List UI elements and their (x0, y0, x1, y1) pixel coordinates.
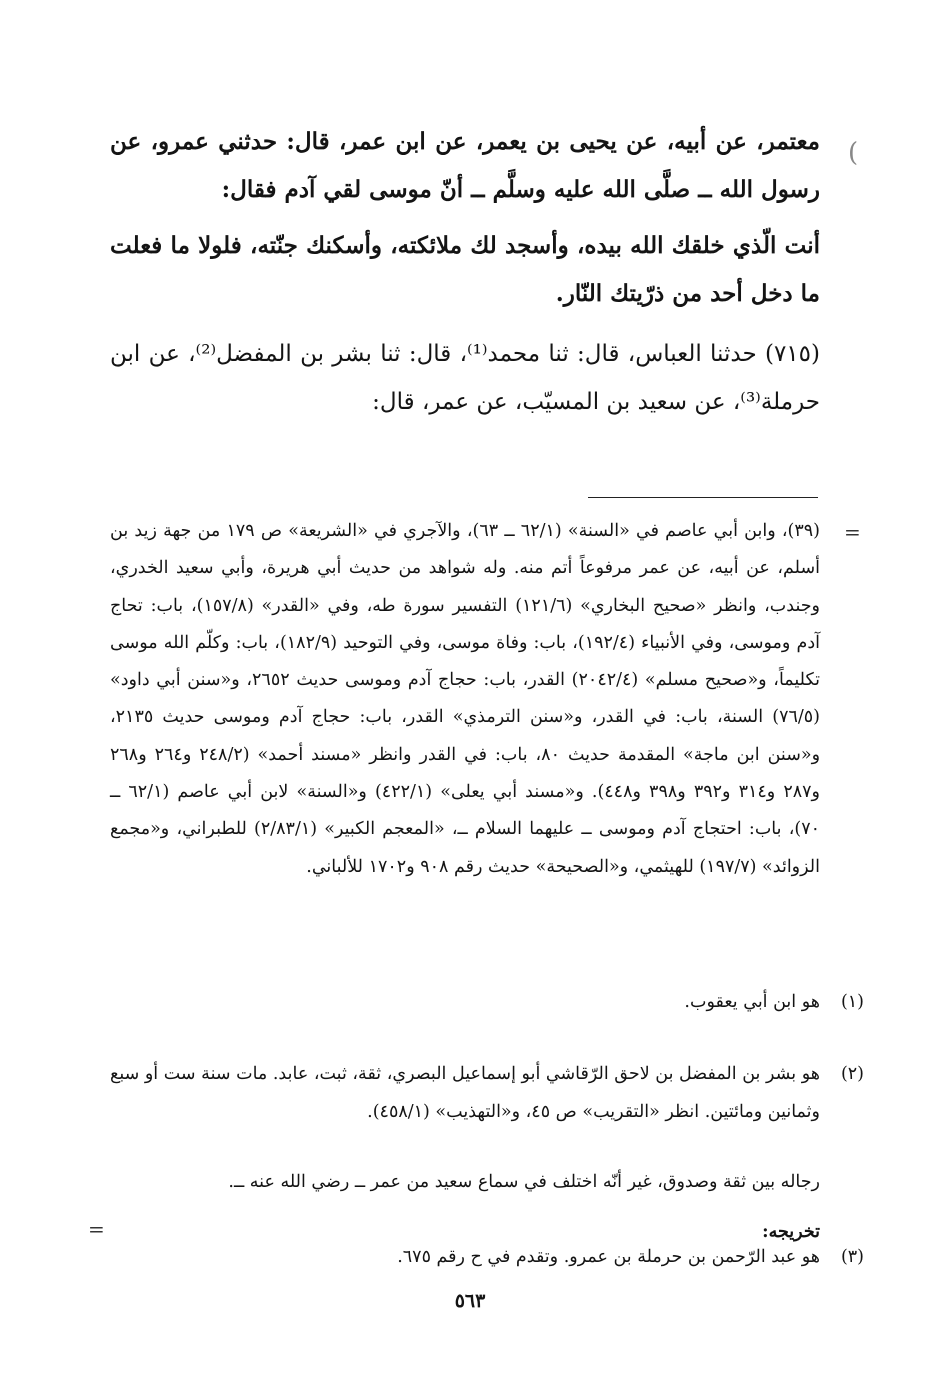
footnote-2 (110, 1056, 864, 1131)
continuation-mark-bottom: = (88, 1217, 105, 1241)
page-number: ٥٦٣ (454, 1290, 486, 1312)
footnote-1-text: هو ابن أبي يعقوب. (684, 992, 820, 1012)
footnote-3-number: (٣) (840, 1246, 864, 1267)
footnote-2-number: (٢) (840, 1064, 864, 1085)
footnote-1-number: (١) (840, 992, 864, 1012)
main-paragraph-2: أنت الّذي خلقك الله بيده، وأسجد لك ملائكته، وأسكنك جنّته، فلولا ما فعلت ما دخل أحد من ذرّيتك النّار. (110, 232, 820, 307)
footnote-continued: (٣٩)، وابن أبي عاصم في «السنة» (٦٢/١ ــ ٦٣)، والآجري في «الشريعة» ص ١٧٩ من جهة زيد بن أسلم، عن أبيه، عن عمر مرفوعاً أتم منه. وله شواهد من حديث أبي هريرة، وأبي سعيد الخدري، وجندب، وانظر «صحيح البخاري» (١٢١/٦) التفسير سورة طه، وفي «القدر» (١٥٧/٨)، باب: تحاج آدم وموسى، وفي الأنبياء (١٩٢/٤)، باب: وفاة موسى، وفي التوحيد (١٨٢/٩)، باب: وكلّم الله موسى تكليماً، و«صحيح مسلم» (٢٠٤٢/٤) القدر، باب: حجاج آدم وموسى حديث ٢٦٥٢، و«سنن أبي داود» (٧٦/٥) السنة، باب: في القدر، و«سنن الترمذي» القدر، باب: حجاج آدم وموسى حديث ٢١٣٥، و«سنن ابن ماجة» المقدمة حديث ٨٠، باب: في القدر وانظر «مسند أحمد» (٢٤٨/٢ و٢٦٤ و٢٦٨ و٢٨٧ و٣١٤ و٣٩٢ و٣٩٨ و٤٤٨). و«مسند أبي يعلى» (٤٢٢/١) و«السنة» لابن أبي عاصم (٦٢/١ ــ ٧٠)، باب: احتجاج آدم وموسى ــ عليهما السلام ــ، «المعجم الكبير» (٢/٨٣/١) للطبراني، و«مجمع الزوائد» (١٩٧/٧) للهيثمي، و«الصحيحة» حديث رقم ٩٠٨ و١٧٠٢ للألباني. (110, 521, 821, 877)
continuation-mark-top: = (844, 520, 861, 544)
footnote-3-text: هو عبد الرّحمن بن حرملة بن عمرو. وتقدم في ح رقم ٦٧٥. (397, 1246, 820, 1267)
footnote-separator (588, 497, 818, 498)
main-paragraph-1: معتمر، عن أبيه، عن يحيى بن يعمر، عن ابن عمر، قال: حدثني عمرو، عن رسول الله ــ صلَّى الله عليه وسلَّم ــ أنّ موسى لقي آدم فقال: (110, 128, 820, 203)
footnote-2-text: هو بشر بن المفضل بن لاحق الرّقاشي أبو إسماعيل البصري، ثقة، ثبت، عابد. مات سنة ست أو سبع وثمانين ومائتين. انظر «التقريب» ص ٤٥، و«التهذيب» (٤٥٨/١). (110, 1064, 820, 1122)
narrators-note: رجاله بين ثقة وصدوق، غير أنّه اختلف في سماع سعيد من عمر ــ رضي الله عنه ــ. (228, 1172, 820, 1192)
margin-bracket-mark: ) (848, 138, 859, 168)
footnote-1 (110, 984, 864, 1021)
takhrij-heading: تخريجه: (762, 1222, 820, 1242)
main-paragraph-3: (٧١٥) حدثنا العباس، قال: ثنا محمد⁽¹⁾، قال: ثنا بشر بن المفضل⁽²⁾، عن ابن حرملة⁽³⁾، عن سعيد بن المسيّب، عن عمر، قال: (110, 341, 820, 415)
